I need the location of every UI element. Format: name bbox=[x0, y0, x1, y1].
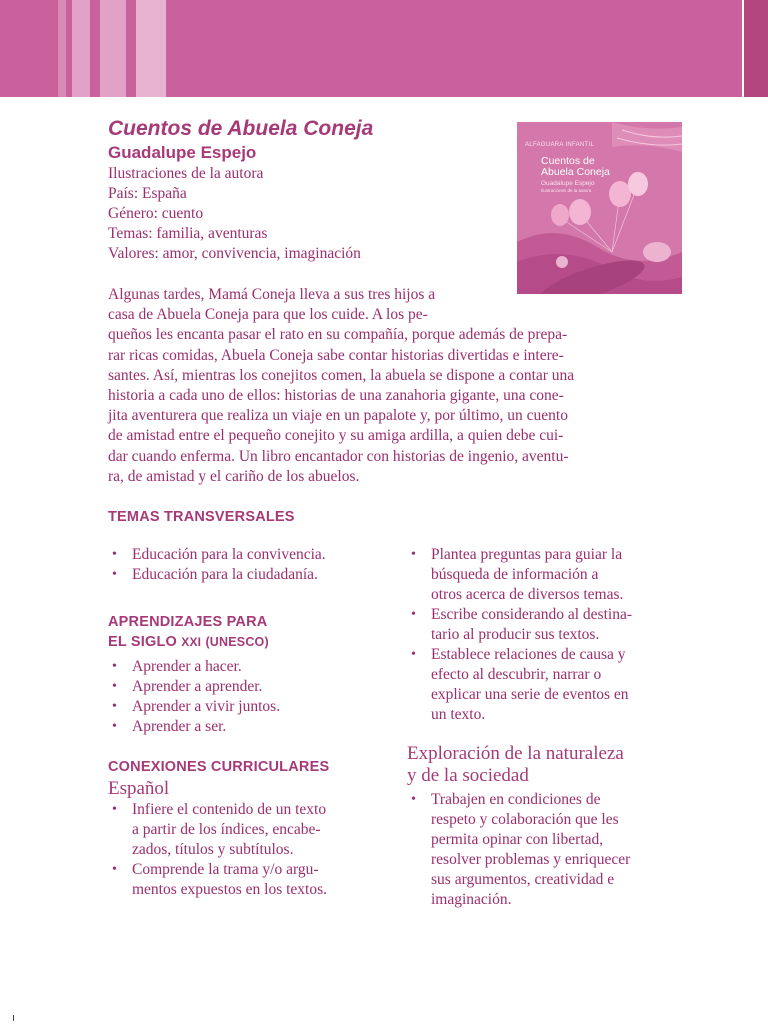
header-stripe bbox=[136, 0, 166, 97]
meta-country: País: España bbox=[108, 185, 187, 202]
cover-subtitle: Ilustraciones de la autora bbox=[541, 188, 592, 193]
header-band bbox=[0, 0, 768, 97]
synopsis-line: de amistad entre el pequeño conejito y su amiga ardilla, a quien debe cui- bbox=[108, 427, 564, 445]
synopsis-line: santes. Así, mientras los conejitos comen, la abuela se dispone a contar una bbox=[108, 366, 575, 384]
list-item-continued: zados, títulos y subtítulos. bbox=[132, 841, 294, 858]
synopsis-line: jita aventurera que realiza un viaje en un papalote y, por último, un cuento bbox=[108, 407, 568, 425]
aprendizajes-heading: APRENDIZAJES PARA EL SIGLO XXI (UNESCO) bbox=[108, 614, 269, 650]
list-item-continued: tario al producir sus textos. bbox=[431, 626, 600, 643]
list-item-continued: respeto y colaboración que les bbox=[431, 811, 619, 828]
list-item-continued: búsqueda de información a bbox=[431, 566, 599, 583]
cover-author: Guadalupe Espejo bbox=[541, 180, 595, 187]
synopsis-line: ra, de amistad y el cariño de los abuelos. bbox=[108, 467, 360, 485]
bullet-icon: • bbox=[411, 547, 416, 562]
list-item-continued: sus argumentos, creatividad e bbox=[431, 871, 615, 888]
header-stripe bbox=[58, 0, 66, 97]
bullet-icon: • bbox=[112, 567, 117, 582]
synopsis-line: casa de Abuela Coneja para que los cuide. A los pe- bbox=[108, 306, 428, 324]
list-item-continued: otros acerca de diversos temas. bbox=[431, 586, 624, 603]
list-item-continued: a partir de los índices, encabe- bbox=[132, 821, 321, 838]
list-item: • Trabajen en condiciones de bbox=[411, 791, 601, 808]
bullet-icon: • bbox=[112, 679, 117, 694]
temas-list bbox=[108, 545, 326, 585]
meta-values: Valores: amor, convivencia, imaginación bbox=[108, 245, 361, 262]
list-item: • Educación para la ciudadanía. bbox=[112, 566, 318, 583]
bullet-icon: • bbox=[112, 862, 117, 877]
bullet-icon: • bbox=[112, 719, 117, 734]
list-item-continued: mentos expuestos en los textos. bbox=[132, 881, 328, 898]
synopsis-line: queños les encanta pasar el rato en su compañía, porque además de prepa- bbox=[108, 326, 568, 344]
list-item-continued: imaginación. bbox=[431, 891, 512, 908]
bullet-icon: • bbox=[411, 647, 416, 662]
right-skills-list bbox=[407, 545, 632, 725]
meta-illustrations: Ilustraciones de la autora bbox=[108, 165, 264, 182]
bullet-icon: • bbox=[112, 547, 117, 562]
list-item: • Escribe considerando al destina- bbox=[411, 606, 632, 623]
bullet-icon: • bbox=[112, 802, 117, 817]
bullet-icon: • bbox=[411, 607, 416, 622]
list-item: • Aprender a ser. bbox=[112, 718, 227, 735]
synopsis-line: dar cuando enferma. Un libro encantador con historias de ingenio, aventu- bbox=[108, 447, 569, 465]
cover-title: Cuentos de Abuela Coneja bbox=[541, 155, 610, 178]
list-item: • Educación para la convivencia. bbox=[112, 546, 326, 563]
bullet-icon: • bbox=[112, 699, 117, 714]
list-item: • Infiere el contenido de un texto bbox=[112, 801, 327, 818]
list-item: • Plantea preguntas para guiar la bbox=[411, 546, 623, 563]
aprendizajes-list bbox=[108, 657, 280, 737]
list-item-continued: permita opinar con libertad, bbox=[431, 831, 604, 848]
list-item-continued: efecto al descubrir, narrar o bbox=[431, 666, 602, 683]
list-item-continued: resolver problemas y enriquecer bbox=[431, 851, 631, 868]
header-stripe bbox=[100, 0, 126, 97]
list-item: • Aprender a vivir juntos. bbox=[112, 698, 281, 715]
list-item: • Establece relaciones de causa y bbox=[411, 646, 626, 663]
synopsis-paragraph bbox=[108, 285, 683, 487]
list-item: • Comprende la trama y/o argu- bbox=[112, 861, 319, 878]
exploracion-list bbox=[407, 790, 630, 910]
book-author: Guadalupe Espejo bbox=[108, 143, 257, 162]
exploracion-heading: Exploración de la naturaleza y de la sociedad bbox=[407, 743, 624, 786]
conexiones-heading: CONEXIONES CURRICULARES bbox=[108, 759, 330, 775]
espanol-subheading: Español bbox=[108, 778, 170, 799]
list-item: • Aprender a aprender. bbox=[112, 678, 263, 695]
header-stripe bbox=[72, 0, 90, 97]
synopsis-line: Algunas tardes, Mamá Coneja lleva a sus tres hijos a bbox=[108, 286, 436, 303]
book-title: Cuentos de Abuela Coneja bbox=[108, 117, 374, 140]
meta-themes: Temas: familia, aventuras bbox=[108, 225, 268, 242]
list-item-continued: un texto. bbox=[431, 706, 486, 723]
crop-mark bbox=[13, 1015, 14, 1021]
book-meta bbox=[108, 164, 361, 264]
meta-genre: Género: cuento bbox=[108, 205, 204, 222]
list-item: • Aprender a hacer. bbox=[112, 658, 242, 675]
bullet-icon: • bbox=[411, 792, 416, 807]
bullet-icon: • bbox=[112, 659, 117, 674]
list-item-continued: explicar una serie de eventos en bbox=[431, 686, 629, 703]
book-cover-image bbox=[517, 122, 682, 294]
temas-heading: TEMAS TRANSVERSALES bbox=[108, 509, 295, 525]
synopsis-line: historia a cada uno de ellos: historias de una zanahoria gigante, una cone- bbox=[108, 387, 564, 405]
header-edge-tab bbox=[744, 0, 768, 97]
espanol-list bbox=[108, 800, 327, 900]
synopsis-line: rar ricas comidas, Abuela Coneja sabe contar historias divertidas e intere- bbox=[108, 346, 564, 364]
cover-series: ALFAGUARA INFANTIL bbox=[525, 142, 595, 148]
